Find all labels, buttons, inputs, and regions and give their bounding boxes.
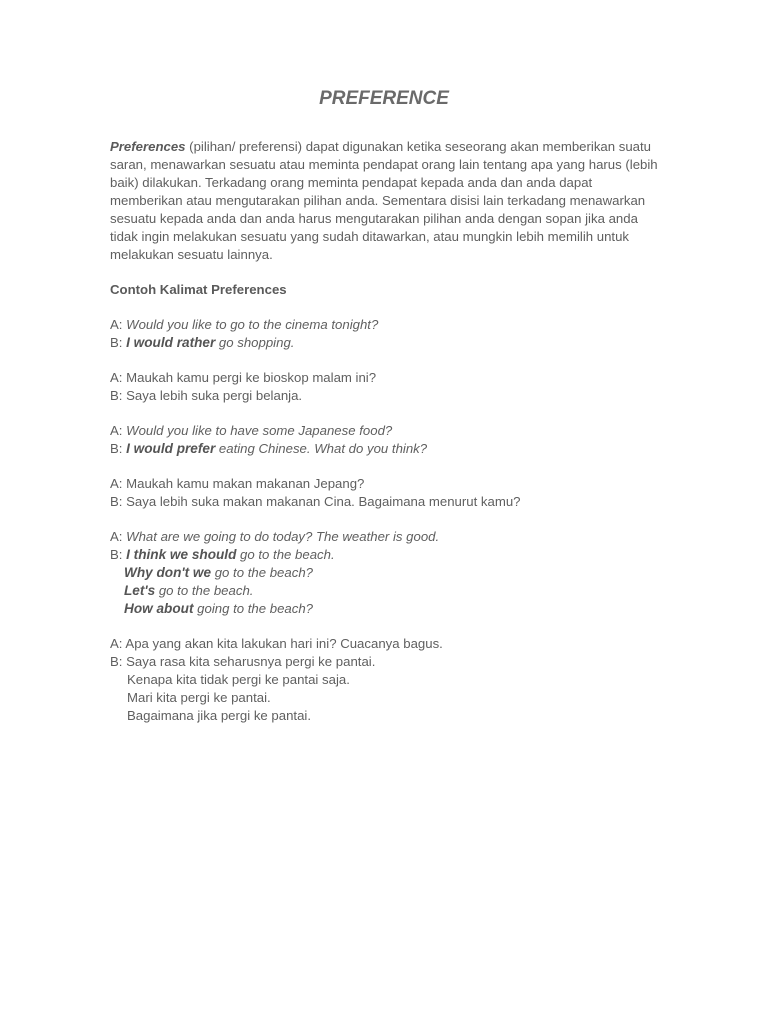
dialog-line-a: A: Maukah kamu pergi ke bioskop malam ini?	[110, 370, 377, 385]
intro-term: Preferences	[110, 139, 186, 154]
speaker-a-label: A:	[110, 317, 127, 332]
speaker-b-label: B:	[110, 335, 127, 350]
intro-text: (pilihan/ preferensi) dapat digunakan ketika seseorang akan memberikan suatu saran, menawarkan sesuatu atau meminta pendapat orang lain tentang apa yang harus (lebih baik) dilakukan. Terkadang orang meminta pendapat kepada anda dan anda dapat memberikan atau mengutarakan pilihan anda. Sementara disisi lain terkadang menawarkan sesuatu kepada anda dan anda harus mengutarakan pilihan anda dengan sopan jika anda tidak ingin melakukan sesuatu yang sudah ditawarkan, atau mungkin lebih memilih untuk melakukan sesuatu lainnya.	[110, 139, 658, 262]
alternative-line-3	[110, 600, 658, 618]
dialog-line-b	[110, 334, 658, 352]
dialog-1-indonesian	[110, 369, 658, 405]
intro-paragraph	[110, 138, 658, 264]
dialog-line-a: A: Maukah kamu makan makanan Jepang?	[110, 476, 365, 491]
preference-phrase: I would prefer	[126, 441, 216, 456]
dialog-3-english	[110, 528, 658, 618]
document-body	[110, 138, 658, 742]
speaker-b-label: B:	[110, 441, 127, 456]
speaker-a-label: A:	[110, 529, 127, 544]
alternative-line-3: Bagaimana jika pergi ke pantai.	[127, 708, 312, 723]
page-title: PREFERENCE	[319, 88, 449, 109]
dialog-line-a	[110, 422, 658, 440]
suggestion-phrase: Why don't we	[124, 565, 212, 580]
dialog-line-a: A: Apa yang akan kita lakukan hari ini? Cuacanya bagus.	[110, 636, 443, 651]
dialog-2-english	[110, 422, 658, 458]
alternative-line-2	[110, 582, 658, 600]
dialog-line-b	[110, 546, 658, 564]
speaker-a-label: A:	[110, 423, 127, 438]
suggestion-phrase: Let's	[124, 583, 156, 598]
dialog-1-english	[110, 316, 658, 352]
question-text: What are we going to do today? The weather is good.	[126, 529, 440, 544]
alternative-line-1: Kenapa kita tidak pergi ke pantai saja.	[127, 672, 350, 687]
answer-text: go to the beach.	[155, 583, 254, 598]
dialog-line-a	[110, 528, 658, 546]
dialog-line-b	[110, 440, 658, 458]
preference-phrase: I would rather	[126, 335, 216, 350]
examples-heading: Contoh Kalimat Preferences	[110, 282, 287, 297]
alternative-line-1	[110, 564, 658, 582]
question-text: Would you like to have some Japanese food?	[126, 423, 393, 438]
question-text: Would you like to go to the cinema tonight?	[126, 317, 379, 332]
answer-text: go to the beach?	[211, 565, 313, 580]
suggestion-phrase: How about	[124, 601, 194, 616]
dialog-line-b: B: Saya lebih suka pergi belanja.	[110, 388, 303, 403]
answer-text: go shopping.	[215, 335, 295, 350]
answer-text: going to the beach?	[193, 601, 314, 616]
suggestion-phrase: I think we should	[126, 547, 237, 562]
dialog-line-b: B: Saya lebih suka makan makanan Cina. Bagaimana menurut kamu?	[110, 494, 521, 509]
dialog-line-b: B: Saya rasa kita seharusnya pergi ke pantai.	[110, 654, 376, 669]
alternative-line-2: Mari kita pergi ke pantai.	[127, 690, 271, 705]
speaker-b-label: B:	[110, 547, 127, 562]
dialog-3-indonesian	[110, 635, 658, 725]
dialog-2-indonesian	[110, 475, 658, 511]
dialog-line-a	[110, 316, 658, 334]
answer-text: eating Chinese. What do you think?	[215, 441, 428, 456]
answer-text: go to the beach.	[236, 547, 335, 562]
